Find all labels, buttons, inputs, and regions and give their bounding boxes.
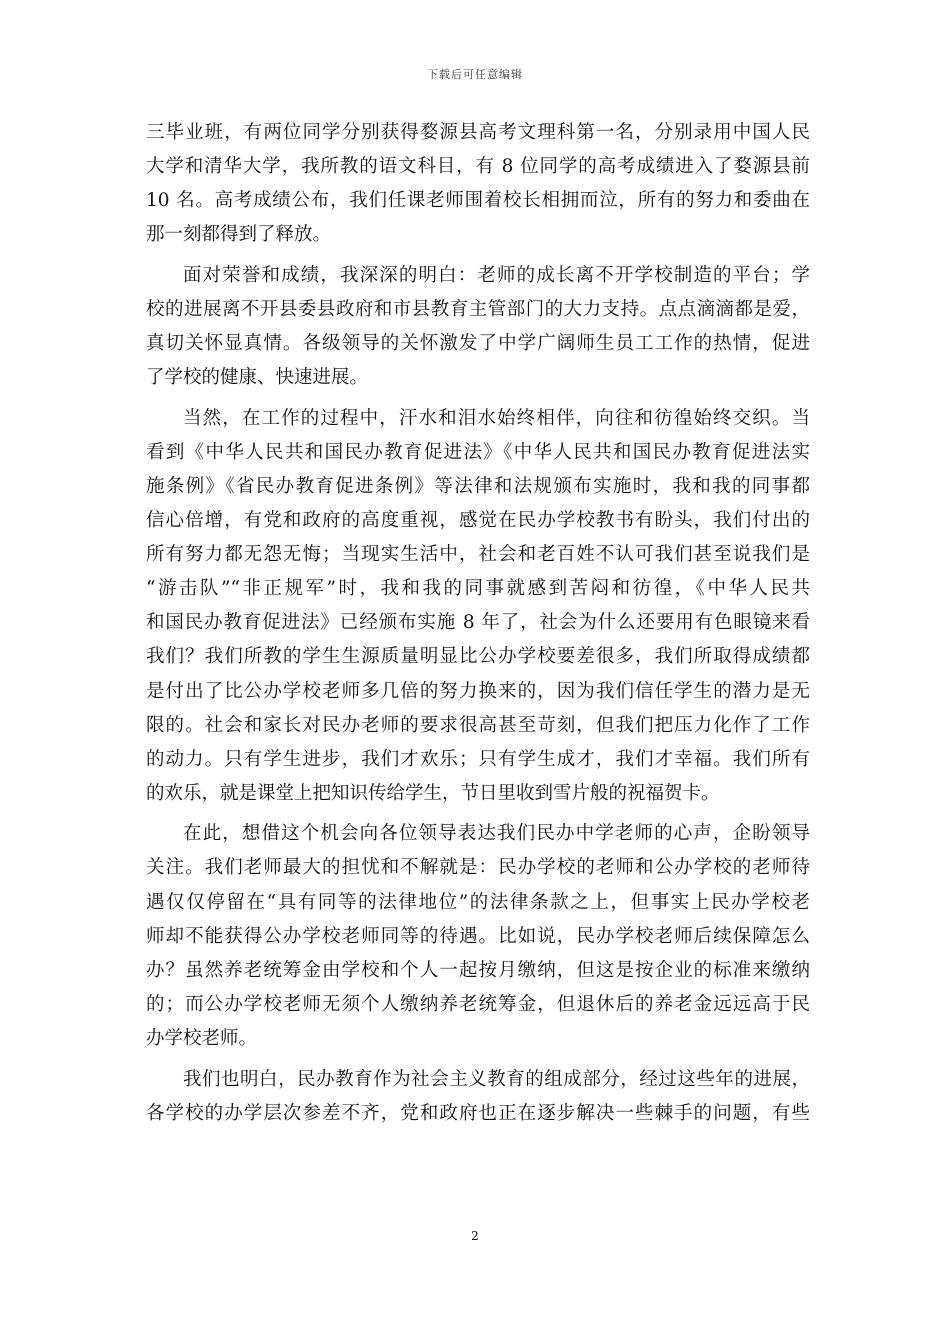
text-line: 真切关怀显真情。各级领导的关怀激发了中学广阔师生员工工作的热情，促进	[146, 333, 810, 355]
text-line: 的欢乐，就是课堂上把知识传给学生，节日里收到雪片般的祝福贺卡。	[146, 782, 720, 804]
text-line: 我们也明白，民办教育作为社会主义教育的组成部分，经过这些年的进展，	[183, 1068, 810, 1090]
text-line: 校的进展离不开县委县政府和市县教育主管部门的大力支持。点点滴滴都是爱，	[146, 298, 810, 320]
text-line: 10 名。高考成绩公布，我们任课老师围着校长相拥而泣，所有的努力和委曲在	[146, 190, 810, 212]
text-line: 面对荣誉和成绩，我深深的明白：老师的成长离不开学校制造的平台；学	[183, 264, 810, 286]
text-line: 施条例》《省民办教育促进条例》等法律和法规颁布实施时，我和我的同事都	[146, 475, 810, 497]
text-line: 我们？我们所教的学生生源质量明显比公办学校要差很多，我们所取得成绩都	[146, 646, 810, 668]
page-header: 下载后可任意编辑	[427, 68, 523, 81]
text-line: 大学和清华大学，我所教的语文科目，有 8 位同学的高考成绩进入了婺源县前	[146, 156, 810, 178]
text-line: 信心倍增，有党和政府的高度重视，感觉在民办学校教书有盼头，我们付出的	[146, 510, 810, 532]
text-line: “游击队”“非正规军”时，我和我的同事就感到苦闷和彷徨，《中华人民共	[146, 578, 810, 600]
text-line: 看到《中华人民共和国民办教育促进法》《中华人民共和国民办教育促进法实	[146, 441, 810, 463]
text-line: 所有努力都无怨无悔；当现实生活中，社会和老百姓不认可我们甚至说我们是	[146, 544, 810, 566]
text-line: 师却不能获得公办学校老师同等的待遇。比如说，民办学校老师后续保障怎么	[146, 925, 810, 947]
text-line: 的动力。只有学生进步，我们才欢乐；只有学生成才，我们才幸福。我们所有	[146, 748, 810, 770]
document-body	[146, 116, 810, 1131]
text-line: 办？虽然养老统筹金由学校和个人一起按月缴纳，但这是按企业的标准来缴纳	[146, 959, 810, 981]
page-number: 2	[471, 1229, 479, 1243]
text-line: 当然，在工作的过程中，汗水和泪水始终相伴，向往和彷徨始终交织。当	[183, 407, 810, 429]
text-line: 办学校老师。	[146, 1027, 258, 1049]
text-line: 的；而公办学校老师无须个人缴纳养老统筹金，但退休后的养老金远远高于民	[146, 993, 810, 1015]
text-line: 三毕业班，有两位同学分别获得婺源县高考文理科第一名，分别录用中国人民	[146, 122, 810, 143]
text-line: 是付出了比公办学校老师多几倍的努力换来的，因为我们信任学生的潜力是无	[146, 680, 810, 702]
text-line: 遇仅仅停留在“具有同等的法律地位”的法律条款之上，但事实上民办学校老	[146, 891, 810, 913]
text-line: 和国民办教育促进法》已经颁布实施 8 年了，社会为什么还要用有色眼镜来看	[146, 612, 810, 634]
text-line: 了学校的健康、快速进展。	[146, 367, 369, 389]
text-line: 那一刻都得到了释放。	[146, 224, 332, 246]
text-line: 关注。我们老师最大的担忧和不解就是：民办学校的老师和公办学校的老师待	[146, 857, 810, 879]
text-line: 各学校的办学层次参差不齐，党和政府也正在逐步解决一些棘手的问题，有些	[146, 1102, 810, 1124]
text-line: 在此，想借这个机会向各位领导表达我们民办中学老师的心声，企盼领导	[183, 823, 810, 845]
text-line: 限的。社会和家长对民办老师的要求很高甚至苛刻，但我们把压力化作了工作	[146, 714, 810, 736]
